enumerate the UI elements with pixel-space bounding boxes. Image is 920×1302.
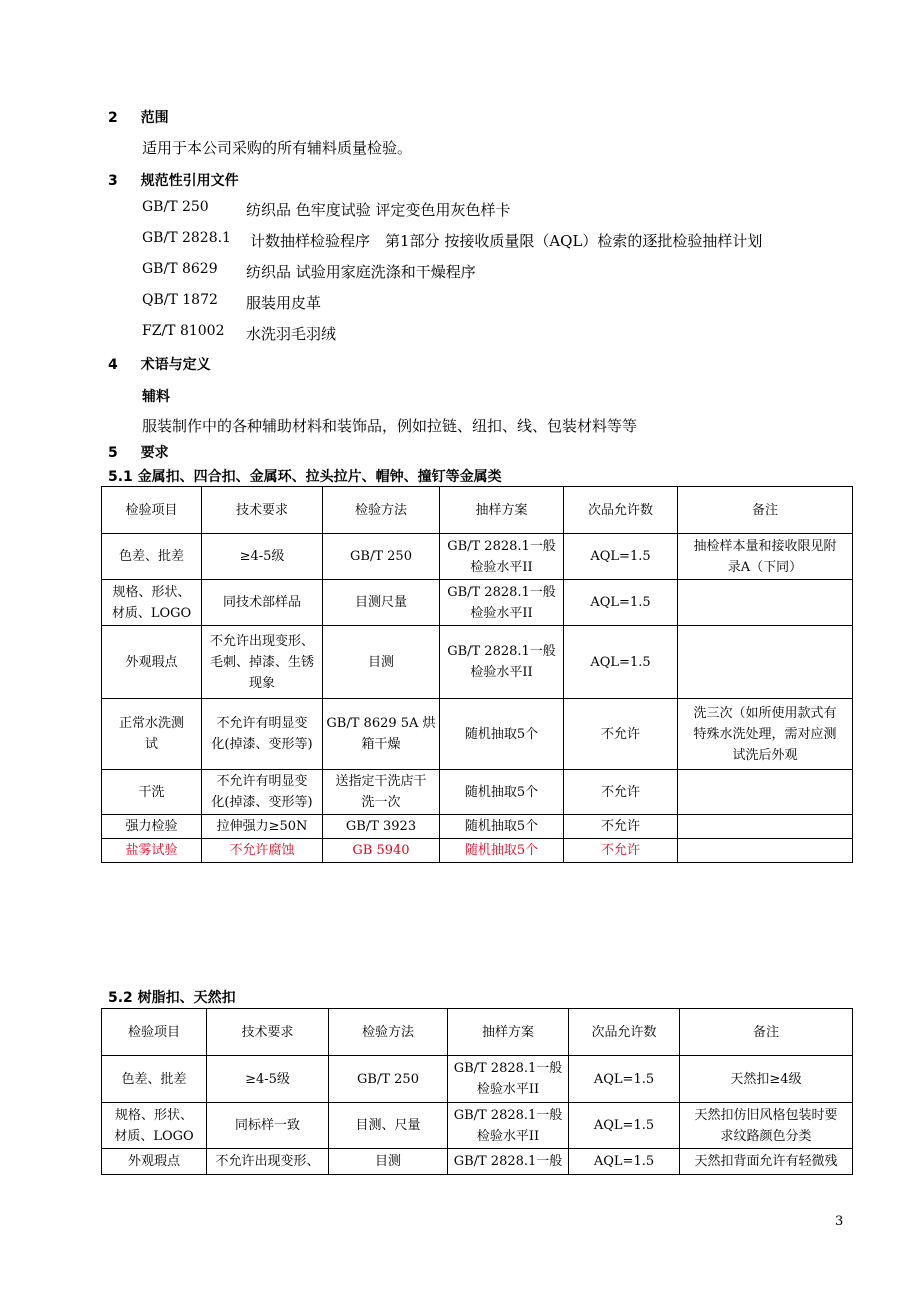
table-cell: 不允许出现变形、 毛刺、掉漆、生锈 现象 xyxy=(202,626,323,699)
column-header: 抽样方案 xyxy=(448,1009,569,1056)
table-cell: 外观瑕点 xyxy=(102,626,202,699)
column-header: 抽样方案 xyxy=(440,487,564,534)
table-cell: 不允许 xyxy=(564,839,678,863)
table-cell: 拉伸强力≥50N xyxy=(202,815,323,839)
table-cell: AQL=1.5 xyxy=(569,1056,680,1103)
table-row xyxy=(102,1103,853,1149)
table-row xyxy=(102,534,853,580)
table-cell: 目测 xyxy=(329,1149,448,1175)
table-cell: 天然扣仿旧风格包装时要 求纹路颜色分类 xyxy=(680,1103,853,1149)
table-cell: AQL=1.5 xyxy=(569,1103,680,1149)
table-cell: 规格、形状、 材质、LOGO xyxy=(102,580,202,626)
table-header-row xyxy=(102,487,853,534)
reference-title: 纺织品 色牢度试验 评定变色用灰色样卡 xyxy=(246,201,511,219)
section-number: 5 xyxy=(108,445,118,461)
table-cell: GB/T 2828.1一般 检验水平II xyxy=(448,1056,569,1103)
table-cell: 洗三次（如所使用款式有 特殊水洗处理，需对应测 试洗后外观 xyxy=(678,699,853,770)
table-cell: 盐雾试验 xyxy=(102,839,202,863)
table-cell: 随机抽取5个 xyxy=(440,699,564,770)
table-cell: 目测 xyxy=(323,626,440,699)
table-cell: GB/T 2828.1一般 检验水平II xyxy=(440,534,564,580)
table-cell: 不允许出现变形、 xyxy=(207,1149,329,1175)
column-header: 技术要求 xyxy=(202,487,323,534)
table-cell xyxy=(678,626,853,699)
reference-code: GB/T 2828.1 xyxy=(142,230,231,246)
table-cell: 随机抽取5个 xyxy=(440,770,564,815)
table-cell: GB/T 2828.1一般 检验水平II xyxy=(448,1103,569,1149)
table-cell: 不允许 xyxy=(564,699,678,770)
table-cell xyxy=(678,580,853,626)
column-header: 检验项目 xyxy=(102,1009,207,1056)
table-row xyxy=(102,626,853,699)
reference-code: GB/T 250 xyxy=(142,199,209,215)
table-cell xyxy=(678,839,853,863)
table-cell: 不允许 xyxy=(564,815,678,839)
section-number: 4 xyxy=(108,357,118,373)
column-header: 技术要求 xyxy=(207,1009,329,1056)
table-cell: 不允许 xyxy=(564,770,678,815)
table-cell: 随机抽取5个 xyxy=(440,815,564,839)
reference-code: QB/T 1872 xyxy=(142,292,218,308)
table-5-1-heading: 5.1 金属扣、四合扣、金属环、拉头拉片、帽钟、撞钉等金属类 xyxy=(108,469,502,485)
reference-code: FZ/T 81002 xyxy=(142,323,225,339)
term-definition: 服装制作中的各种辅助材料和装饰品，例如拉链、纽扣、线、包装材料等等 xyxy=(142,417,638,435)
reference-title: 水洗羽毛羽绒 xyxy=(246,325,337,343)
reference-code: GB/T 8629 xyxy=(142,261,218,277)
table-cell: 送指定干洗店干 洗一次 xyxy=(323,770,440,815)
page-number: 3 xyxy=(835,1214,844,1229)
reference-title: 服装用皮革 xyxy=(246,294,322,312)
table-cell: AQL=1.5 xyxy=(564,534,678,580)
section-title: 范围 xyxy=(140,110,169,126)
section-3-heading xyxy=(108,170,239,190)
table-cell xyxy=(678,770,853,815)
section-2-heading xyxy=(108,107,169,127)
table-cell: GB 5940 xyxy=(323,839,440,863)
table-row xyxy=(102,770,853,815)
table-cell: GB/T 250 xyxy=(329,1056,448,1103)
table-cell: 正常水洗测 试 xyxy=(102,699,202,770)
section-number: 3 xyxy=(108,173,118,189)
section-5-heading xyxy=(108,442,169,462)
table-cell: 不允许有明显变 化(掉漆、变形等) xyxy=(202,699,323,770)
table-cell: ≥4-5级 xyxy=(207,1056,329,1103)
reference-title: 计数抽样检验程序 第1部分 按接收质量限（AQL）检索的逐批检验抽样计划 xyxy=(250,232,763,250)
table-row xyxy=(102,699,853,770)
table-cell: 干洗 xyxy=(102,770,202,815)
column-header: 次品允许数 xyxy=(564,487,678,534)
table-cell: 强力检验 xyxy=(102,815,202,839)
table-cell: 抽检样本量和接收限见附 录A（下同） xyxy=(678,534,853,580)
reference-title: 纺织品 试验用家庭洗涤和干燥程序 xyxy=(246,263,476,281)
column-header: 检验项目 xyxy=(102,487,202,534)
table-cell: 不允许腐蚀 xyxy=(202,839,323,863)
table-cell: GB/T 2828.1一般 检验水平II xyxy=(440,626,564,699)
section-2-body: 适用于本公司采购的所有辅料质量检验。 xyxy=(142,139,413,157)
table-row xyxy=(102,839,853,863)
table-cell: 色差、批差 xyxy=(102,1056,207,1103)
table-cell: 色差、批差 xyxy=(102,534,202,580)
section-title: 要求 xyxy=(140,445,169,461)
section-title: 规范性引用文件 xyxy=(140,173,239,189)
column-header: 检验方法 xyxy=(329,1009,448,1056)
table-cell: 规格、形状、 材质、LOGO xyxy=(102,1103,207,1149)
table-cell: 同标样一致 xyxy=(207,1103,329,1149)
section-title: 术语与定义 xyxy=(140,357,211,373)
table-5-1 xyxy=(101,486,853,863)
section-4-heading xyxy=(108,354,211,374)
table-cell: 同技术部样品 xyxy=(202,580,323,626)
table-cell: AQL=1.5 xyxy=(569,1149,680,1175)
column-header: 检验方法 xyxy=(323,487,440,534)
column-header: 备注 xyxy=(678,487,853,534)
table-5-2-heading: 5.2 树脂扣、天然扣 xyxy=(108,990,236,1006)
table-row xyxy=(102,1056,853,1103)
table-cell: 目测尺量 xyxy=(323,580,440,626)
table-cell: 外观瑕点 xyxy=(102,1149,207,1175)
table-cell: 目测、尺量 xyxy=(329,1103,448,1149)
section-number: 2 xyxy=(108,110,118,126)
table-cell: GB/T 3923 xyxy=(323,815,440,839)
table-row xyxy=(102,580,853,626)
table-row xyxy=(102,1149,853,1175)
table-cell: AQL=1.5 xyxy=(564,626,678,699)
table-cell: 随机抽取5个 xyxy=(440,839,564,863)
table-cell: AQL=1.5 xyxy=(564,580,678,626)
table-5-2 xyxy=(101,1008,853,1175)
table-cell: ≥4-5级 xyxy=(202,534,323,580)
table-cell: GB/T 8629 5A 烘 箱干燥 xyxy=(323,699,440,770)
table-cell xyxy=(678,815,853,839)
table-row xyxy=(102,815,853,839)
table-cell: 天然扣背面允许有轻微残 xyxy=(680,1149,853,1175)
column-header: 次品允许数 xyxy=(569,1009,680,1056)
table-header-row xyxy=(102,1009,853,1056)
table-cell: GB/T 2828.1一般 xyxy=(448,1149,569,1175)
table-cell: GB/T 2828.1一般 检验水平II xyxy=(440,580,564,626)
term-heading: 辅料 xyxy=(142,389,170,405)
table-cell: 天然扣≥4级 xyxy=(680,1056,853,1103)
column-header: 备注 xyxy=(680,1009,853,1056)
table-cell: GB/T 250 xyxy=(323,534,440,580)
table-cell: 不允许有明显变 化(掉漆、变形等) xyxy=(202,770,323,815)
